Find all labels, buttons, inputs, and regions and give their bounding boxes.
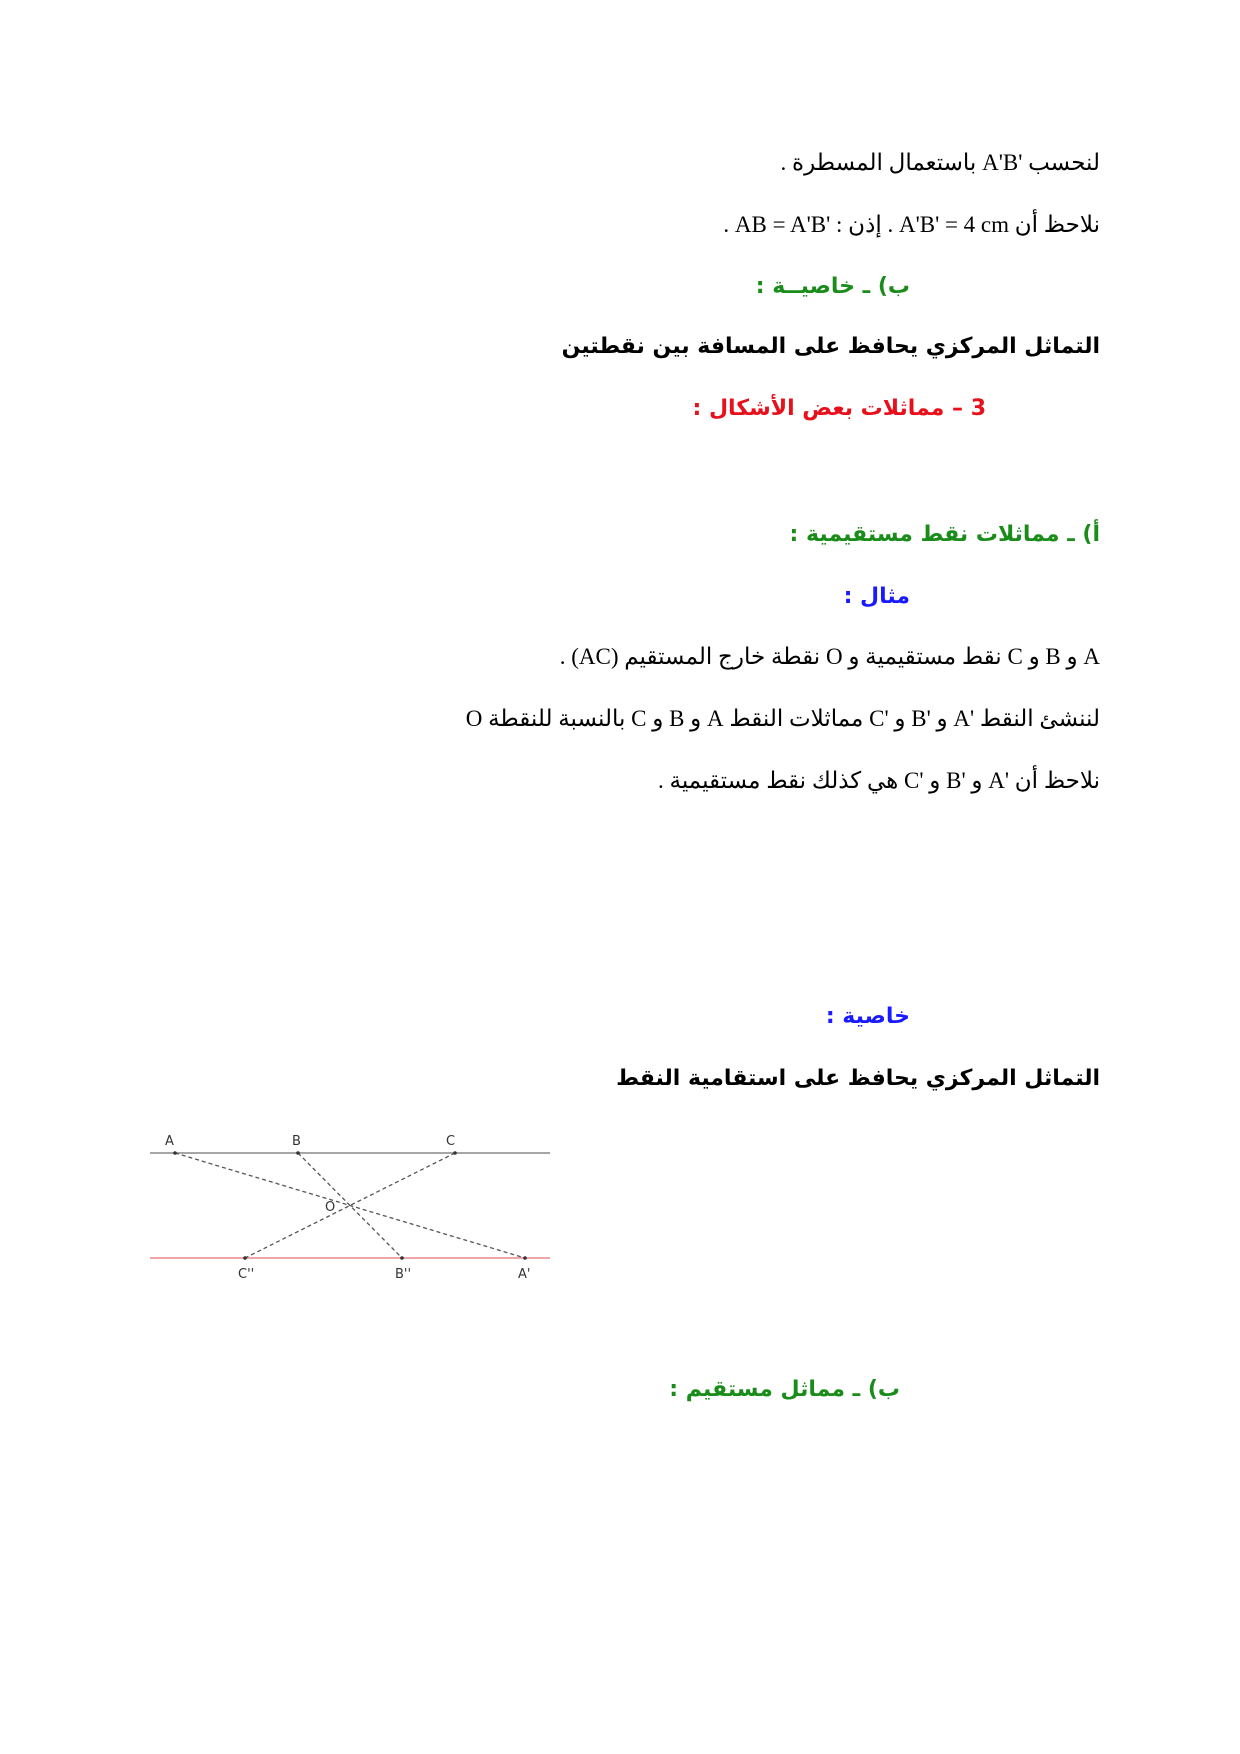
label-c: C xyxy=(446,1134,456,1149)
heading-sub-b: ب) ـ مماثل مستقيم : xyxy=(669,1377,900,1402)
heading-example: مثال : xyxy=(843,584,910,609)
label-o: O xyxy=(325,1200,336,1215)
heading-section-3: 3 – مماثلات بعض الأشكال : xyxy=(692,396,986,421)
property-collinearity-text: التماثل المركزي يحافظ على استقامية النقط xyxy=(616,1066,1100,1091)
calc-suffix: باستعمال المسطرة . xyxy=(780,150,983,175)
example-line-2: لننشئ النقط 'A و 'B و 'C مماثلات النقط A و B و C بالنسبة للنقطة O xyxy=(465,706,1100,731)
calc-math: A'B' xyxy=(982,150,1023,175)
point-b2 xyxy=(400,1256,404,1260)
example-line-3: نلاحظ أن 'A و 'B و 'C هي كذلك نقط مستقيمية . xyxy=(658,768,1100,793)
line-observe-length xyxy=(723,212,1100,238)
dashed-b-b2 xyxy=(298,1153,402,1258)
label-b: B xyxy=(292,1134,301,1149)
label-a: A xyxy=(165,1134,174,1149)
label-b2: B'' xyxy=(395,1267,412,1282)
point-b xyxy=(296,1151,300,1155)
observe-suffix: . xyxy=(723,212,735,237)
label-c2: C'' xyxy=(238,1267,255,1282)
observe-math-1: A'B' = 4 cm xyxy=(898,212,1010,237)
example-line-1: A و B و C نقط مستقيمية و O نقطة خارج المستقيم (AC) . xyxy=(559,644,1100,669)
point-a2 xyxy=(523,1256,527,1260)
point-c2 xyxy=(243,1256,247,1260)
observe-prefix: نلاحظ أن xyxy=(1009,212,1100,237)
heading-sub-a: أ) ـ مماثلات نقط مستقيمية : xyxy=(789,522,1100,547)
line-calc-ab xyxy=(781,150,1100,176)
observe-mid: . إذن : xyxy=(830,212,899,237)
point-c xyxy=(453,1151,457,1155)
property-distance-text: التماثل المركزي يحافظ على المسافة بين نقطتين xyxy=(561,334,1100,359)
heading-property-b: ب) ـ خاصيــة : xyxy=(755,274,910,299)
heading-property: خاصية : xyxy=(825,1004,910,1029)
calc-prefix: لنحسب xyxy=(1022,150,1100,175)
observe-math-2: AB = A'B' xyxy=(734,212,831,237)
symmetry-figure xyxy=(150,1128,550,1288)
point-a xyxy=(173,1151,177,1155)
label-a2: A' xyxy=(518,1267,531,1282)
